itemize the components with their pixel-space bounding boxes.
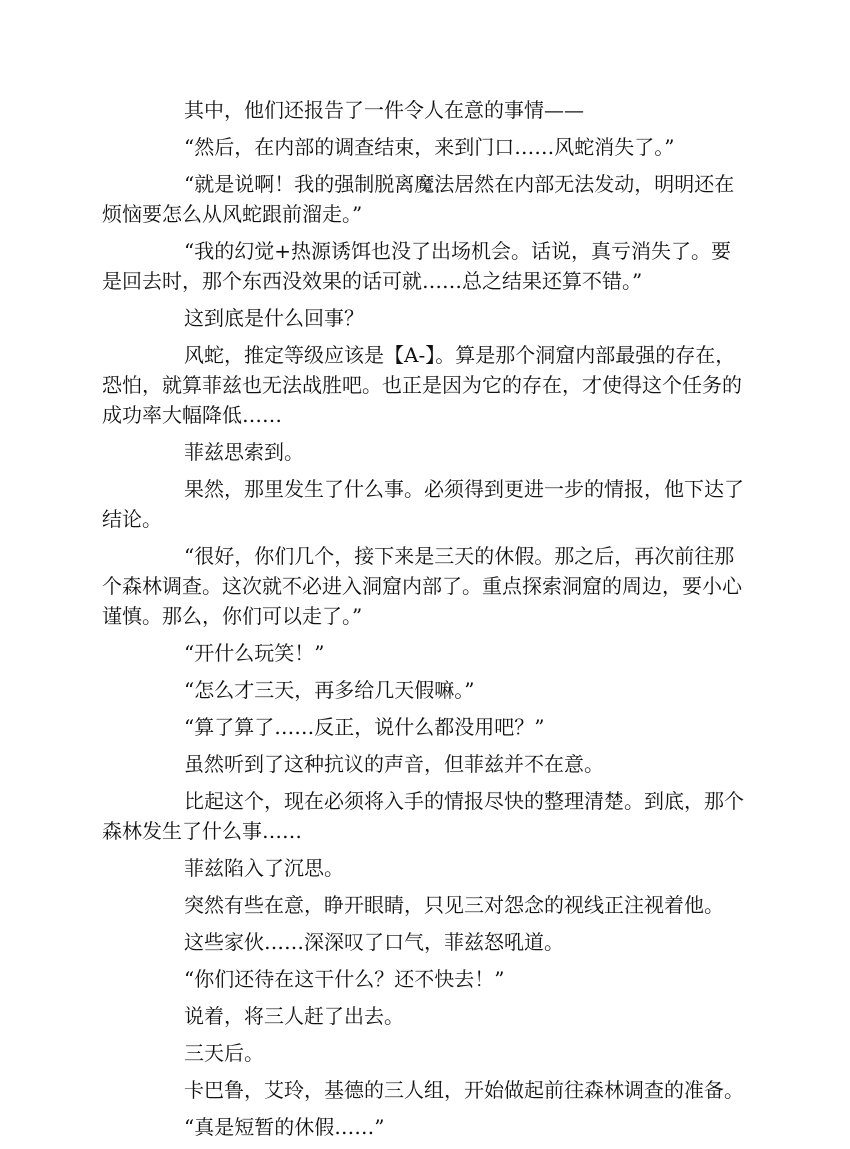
paragraph: “真是短暂的休假……” [184,1115,385,1139]
paragraph: 风蛇，推定等级应该是【A-】。算是那个洞窟内部最强的存在，恐怕，就算菲兹也无法战胜吧。也正是因为它的存在，才使得这个任务的成功率大幅降低…… [102,343,742,427]
paragraph: 果然，那里发生了什么事。必须得到更进一步的情报，他下达了结论。 [102,477,744,531]
paragraph: “你们还待在这干什么？还不快去！” [184,967,505,991]
paragraph: 这到底是什么回事？ [184,306,364,330]
paragraph: 三天后。 [184,1041,264,1065]
paragraph: 虽然听到了这种抗议的声音，但菲兹并不在意。 [184,752,604,776]
paragraph: “就是说啊！我的强制脱离魔法居然在内部无法发动，明明还在烦恼要怎么从风蛇跟前溜走。” [102,172,735,226]
paragraph: 其中，他们还报告了一件令人在意的事情—— [184,98,584,122]
paragraph: 菲兹陷入了沉思。 [184,856,344,880]
paragraph: 说着，将三人赶了出去。 [184,1004,404,1028]
paragraph: 突然有些在意，睁开眼睛，只见三对怨念的视线正注视着他。 [184,893,724,917]
paragraph: “然后，在内部的调查结束，来到门口……风蛇消失了。” [184,135,675,159]
paragraph: “怎么才三天，再多给几天假嘛。” [184,678,475,702]
paragraph: 比起这个，现在必须将入手的情报尽快的整理清楚。到底，那个森林发生了什么事…… [102,789,744,843]
paragraph: “我的幻觉+热源诱饵也没了出场机会。话说，真亏消失了。要是回去时，那个东西没效果的话可就……总之结果还算不错。” [102,239,731,293]
paragraph: 这些家伙……深深叹了口气，菲兹怒吼道。 [184,930,564,954]
paragraph: 卡巴鲁，艾玲，基德的三人组，开始做起前往森林调查的准备。 [184,1078,744,1102]
paragraph: 菲兹思索到。 [184,440,304,464]
paragraph: “很好，你们几个，接下来是三天的休假。那之后，再次前往那个森林调查。这次就不必进入洞窟内部了。重点探索洞窟的周边，要小心谨慎。那么，你们可以走了。” [102,544,742,628]
paragraph: “开什么玩笑！” [184,641,325,665]
paragraph: “算了算了……反正，说什么都没用吧？” [184,715,545,739]
document-body [102,95,750,1149]
